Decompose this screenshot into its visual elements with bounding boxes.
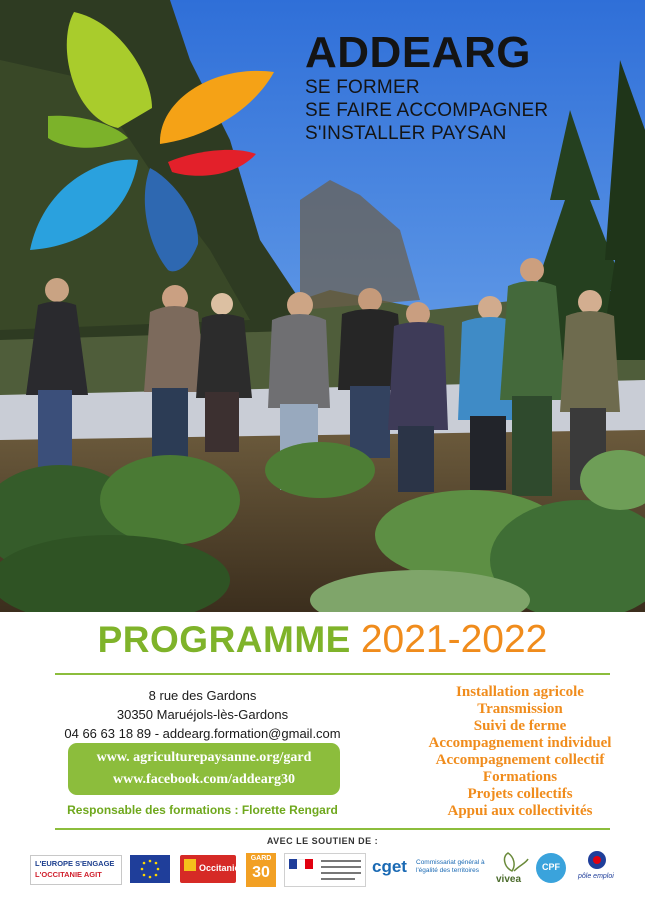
service-item: Suivi de ferme [473,718,567,734]
programme-heading [0,618,645,662]
europe-line-2: L'OCCITANIE AGIT [35,870,102,879]
vivea-logo [496,851,530,887]
republique-francaise-logo [284,853,366,887]
web-links-box [68,743,340,795]
occitanie-logo [180,855,240,883]
vivea-label: vivea [496,874,522,885]
service-item: Transmission [477,701,563,717]
phone-email[interactable]: 04 66 63 18 89 - addearg.formation@gmail.com [64,726,341,741]
gard-label: GARD [250,855,272,862]
cpf-logo [536,853,566,883]
service-item: Accompagnement collectif [435,752,605,768]
services-list [410,684,630,820]
facebook-link[interactable]: www.facebook.com/addearg30 [113,772,295,787]
brand-name: ADDEARG [305,28,531,77]
service-item: Appui aux collectivités [447,803,593,819]
contact-block [40,686,365,743]
tagline-2: SE FAIRE ACCOMPAGNER [305,100,549,121]
eu-flag-icon [130,855,170,883]
service-item: Installation agricole [456,684,584,700]
europe-line-1: L'EUROPE S'ENGAGE [35,859,115,868]
vivea-leaf-icon [496,851,530,873]
service-item: Accompagnement individuel [428,735,612,751]
tagline-1: SE FORMER [305,77,420,98]
sponsors-heading: AVEC LE SOUTIEN DE : [266,836,379,846]
divider-top [55,673,610,675]
pole-emploi-icon [588,851,606,869]
gard-number: 30 [252,864,270,881]
address-street: 8 rue des Gardons [148,688,257,703]
programme-word: PROGRAMME [97,619,351,660]
gard-logo [246,853,276,887]
responsable-formations: Responsable des formations : Florette Rengard [67,803,338,817]
divider-bottom [55,828,610,830]
europe-occitanie-logo [30,855,122,885]
sponsor-logos [30,851,615,891]
cget-label: cget [372,857,407,876]
website-link[interactable]: www. agriculturepaysanne.org/gard [96,750,312,765]
brand-block [305,30,548,145]
pole-emploi-label: pôle emploi [578,873,614,880]
cpf-label: CPF [542,862,560,872]
service-item: Formations [482,769,558,785]
address-city: 30350 Maruéjols-lès-Gardons [116,707,289,722]
programme-year: 2021-2022 [360,618,548,661]
cget-text: Commissariat général à l'égalité des territoires [416,859,485,874]
occitanie-label: Occitanie [199,863,240,873]
cget-logo [372,855,492,891]
occitanie-cross-icon [184,859,196,871]
service-item: Projets collectifs [467,786,573,802]
pole-emploi-logo [578,851,618,887]
tagline-3: S'INSTALLER PAYSAN [305,123,507,144]
